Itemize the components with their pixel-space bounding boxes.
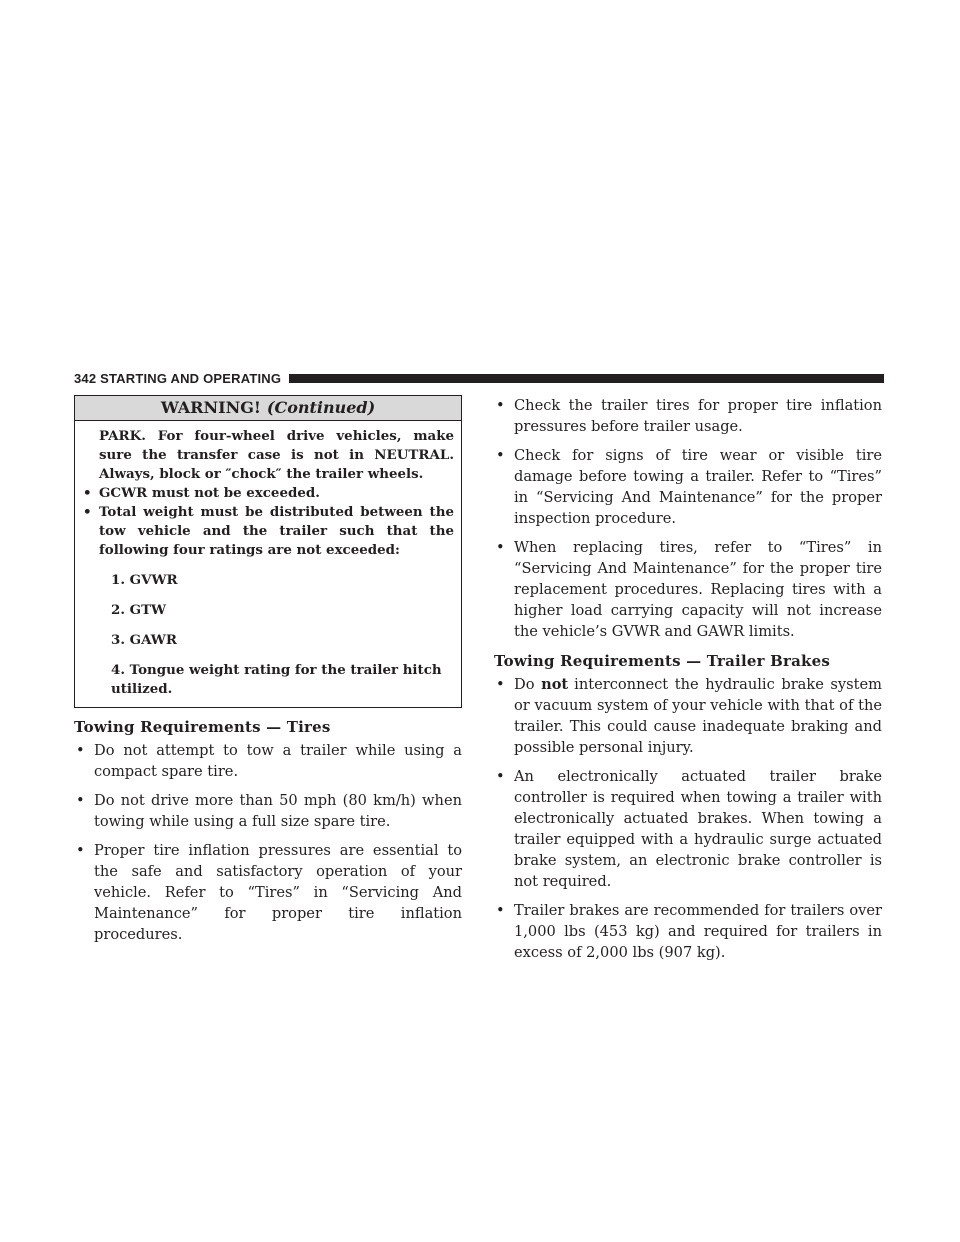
tires-heading: Towing Requirements — Tires: [74, 718, 331, 736]
bullet-glyph: •: [83, 485, 92, 501]
bullet-rest: interconnect the hydraulic brake system or vacuum system of your vehicle with that of the trailer. This could cause inadequate braking and possible personal injury.: [514, 676, 882, 756]
list-item: • Do not attempt to tow a trailer while using a compact spare tire.: [76, 742, 462, 780]
list-item: • An electronically actuated trailer brake controller is required when towing a trailer with electronically actuated brakes. When towing a trailer equipped with a hydraulic surge actuated brake system, an electronic brake controller is not required.: [496, 768, 882, 890]
list-item: • Check for signs of tire wear or visible tire damage before towing a trailer. Refer to “Tires” in “Servicing And Maintenance” for the proper inspection procedure.: [496, 447, 882, 527]
list-item: • Check the trailer tires for proper tire inflation pressures before trailer usage.: [496, 397, 882, 435]
warning-title: WARNING!: [160, 398, 261, 417]
warning-numbered-item: 3. GAWR: [111, 632, 177, 648]
do-prefix: Do: [514, 676, 535, 693]
bullet-glyph: •: [496, 902, 505, 919]
bullet-glyph: •: [496, 447, 505, 464]
warning-lead-text: PARK. For four-wheel drive vehicles, make sure the transfer case is not in NEUTRAL. Always, block or ″chock″ the trailer wheels.: [99, 428, 454, 482]
left-column: [74, 395, 462, 953]
trailer-brakes-heading: Towing Requirements — Trailer Brakes: [494, 652, 830, 670]
bullet-glyph: •: [76, 742, 85, 759]
list-item: [494, 674, 882, 758]
bullet-glyph: •: [496, 539, 505, 556]
warning-box: [74, 395, 462, 708]
bullet-glyph: •: [496, 676, 505, 693]
warning-bullet: • Total weight must be distributed between the tow vehicle and the trailer such that the following four ratings are not exceeded:: [83, 504, 454, 558]
warning-numbered-item: 4. Tongue weight rating for the trailer hitch utilized.: [111, 662, 442, 697]
bullet-glyph: •: [83, 504, 92, 520]
page-number-section: 342 STARTING AND OPERATING: [74, 370, 282, 386]
list-item: • Proper tire inflation pressures are essential to the safe and satisfactory operation of your vehicle. Refer to “Tires” in “Servicing And Maintenance” for proper tire inflation procedures.: [76, 842, 462, 943]
list-item: • When replacing tires, refer to “Tires” in “Servicing And Maintenance” for the proper tire replacement procedures. Replacing tires with a higher load carrying capacity will not increase the vehicle’s GVWR and GAWR limits.: [496, 539, 882, 640]
bullet-glyph: •: [496, 768, 505, 785]
bullet-glyph: •: [496, 397, 505, 414]
warning-title-bar: [75, 396, 461, 421]
warning-body: [75, 421, 461, 707]
page-header: [74, 370, 884, 386]
not-emphasis: not: [541, 676, 569, 693]
list-item: • Do not drive more than 50 mph (80 km/h) when towing while using a full size spare tire.: [76, 792, 462, 830]
warning-continued: (Continued): [266, 398, 376, 417]
bullet-glyph: •: [76, 792, 85, 809]
right-column: [494, 395, 882, 971]
warning-numbered-item: 2. GTW: [111, 602, 167, 618]
bullet-glyph: •: [76, 842, 85, 859]
warning-numbered-item: 1. GVWR: [111, 572, 178, 588]
header-rule: [289, 374, 884, 383]
list-item: • Trailer brakes are recommended for trailers over 1,000 lbs (453 kg) and required for trailers in excess of 2,000 lbs (907 kg).: [496, 902, 882, 961]
warning-bullet: • GCWR must not be exceeded.: [83, 485, 320, 501]
